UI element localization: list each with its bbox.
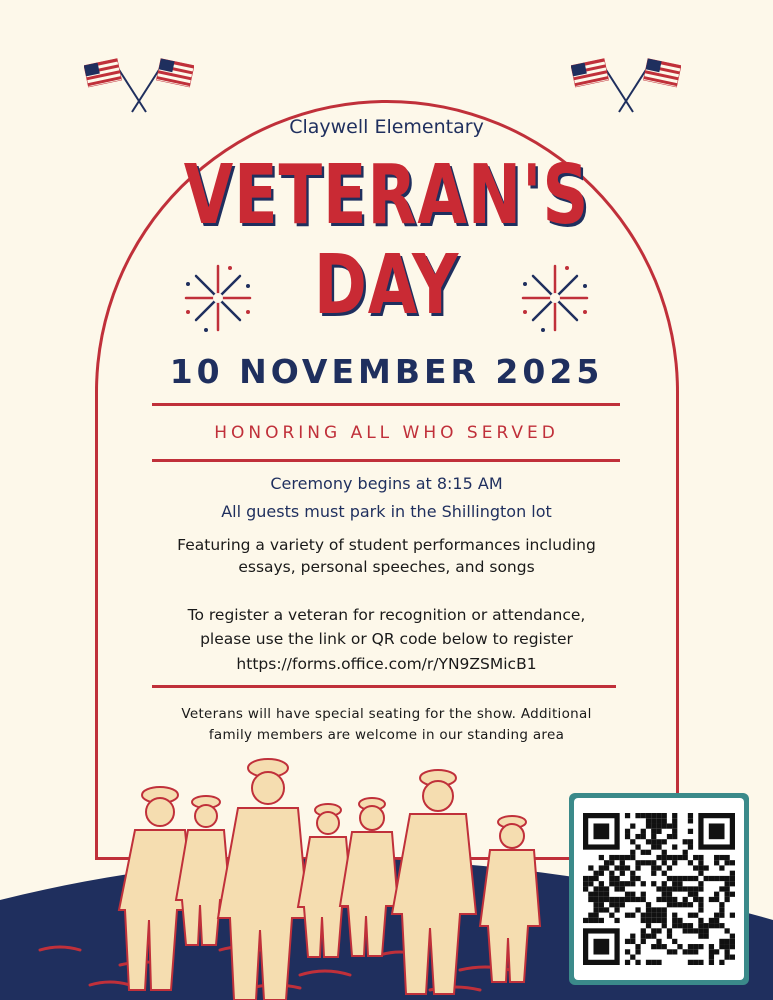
title-veterans: VETERAN'S <box>183 148 590 243</box>
tagline: HONORING ALL WHO SERVED <box>214 423 559 443</box>
seating-note-line-1: Veterans will have special seating for the show. Additional <box>181 706 592 722</box>
register-line-2: please use the link or QR code below to register <box>200 630 573 648</box>
ceremony-time: Ceremony begins at 8:15 AM <box>270 474 503 493</box>
qr-code[interactable] <box>583 810 735 968</box>
event-date: 10 NOVEMBER 2025 <box>169 352 604 391</box>
title-day: DAY <box>313 238 460 333</box>
divider <box>152 403 620 406</box>
firework-icon <box>515 258 595 338</box>
qr-code-frame <box>569 793 749 985</box>
divider <box>152 459 620 462</box>
us-flags-icon <box>571 52 681 114</box>
seating-note-line-2: family members are welcome in our standing area <box>208 727 565 743</box>
us-flags-icon <box>84 52 194 114</box>
featuring-line-1: Featuring a variety of student performances including <box>177 536 596 554</box>
register-link[interactable]: https://forms.office.com/r/YN9ZSMicB1 <box>236 655 537 673</box>
school-name: Claywell Elementary <box>289 116 484 138</box>
featuring-line-2: essays, personal speeches, and songs <box>238 558 535 576</box>
firework-icon <box>178 258 258 338</box>
qr-code-card[interactable] <box>574 798 744 980</box>
parking-info: All guests must park in the Shillington lot <box>221 502 552 521</box>
divider <box>152 685 616 688</box>
register-line-1: To register a veteran for recognition or attendance, <box>187 606 586 624</box>
